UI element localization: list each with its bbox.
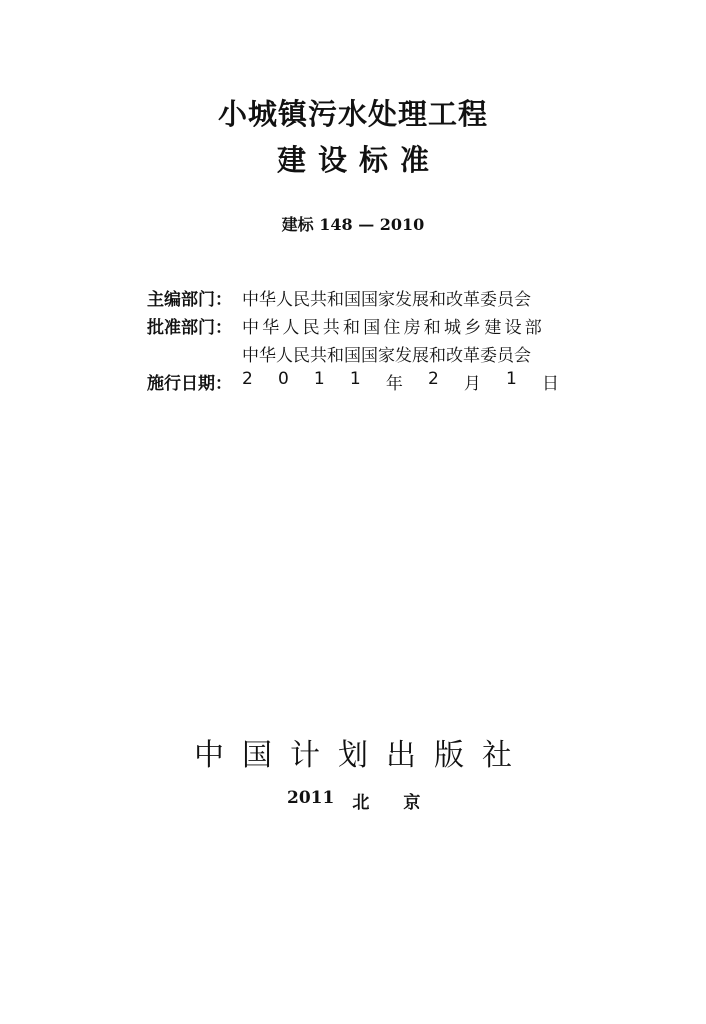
publication-year: 2011 [287,788,335,808]
standard-code: 建标 148 — 2010 [281,215,425,234]
date-char: 2 [427,368,439,389]
date-label: 施行日期： [147,373,232,394]
date-char: 1 [313,368,325,389]
publisher-name: 中国计划出版社 [194,738,530,773]
publication-line [287,788,454,813]
editor-label: 主编部门： [147,289,232,310]
date-char: 1 [506,368,517,389]
publication-city: 北京 [352,793,455,813]
date-char: 1 [349,368,361,389]
date-char: 日 [541,373,559,394]
date-value [242,369,577,394]
date-char: 年 [385,373,403,394]
editor-row [147,283,577,311]
date-char: 2 [242,368,253,389]
date-char: 0 [277,368,289,389]
approver-row-2 [147,339,577,367]
approver-label: 批准部门： [147,317,232,338]
editor-value: 中华人民共和国国家发展和改革委员会 [242,289,531,310]
approver-value-1: 中华人民共和国住房和城乡建设部 [242,317,545,338]
approver-row [147,311,577,339]
date-row [147,367,577,395]
document-subtitle: 建设标准 [276,143,441,177]
info-block [147,283,577,395]
date-char: 月 [463,373,481,394]
document-title: 小城镇污水处理工程 [217,97,488,131]
approver-value-2: 中华人民共和国国家发展和改革委员会 [242,345,531,366]
